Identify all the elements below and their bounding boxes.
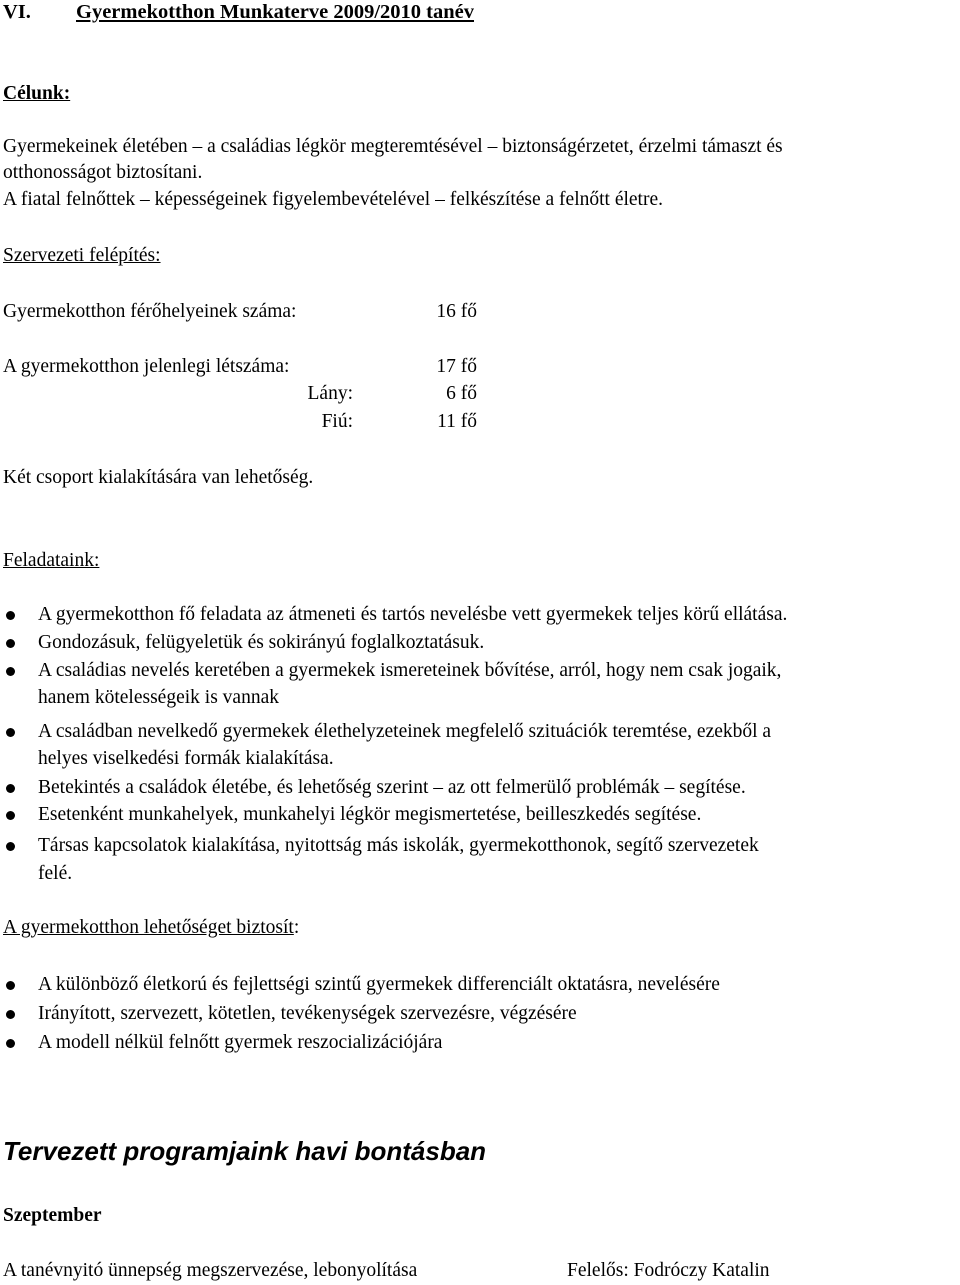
section-number: VI. (3, 1, 31, 23)
tasks-heading: Feladataink: (3, 550, 100, 571)
task-item: Gondozásuk, felügyeletük és sokirányú foglalkoztatásuk. (38, 632, 485, 653)
bullet-icon (6, 842, 15, 851)
goals-heading: Célunk: (3, 83, 71, 104)
bullet-icon (6, 639, 15, 648)
provides-heading (3, 918, 299, 938)
bullet-icon (6, 667, 15, 676)
bullet-icon (6, 811, 15, 820)
task-item: A családban nevelkedő gyermekek élethelyzeteinek megfelelő szituációk teremtése, ezekből a (38, 721, 772, 742)
goals-line-3: A fiatal felnőttek – képességeinek figyelembevételével – felkészítése a felnőtt életre. (3, 189, 664, 210)
goals-line-1: Gyermekeinek életében – a családias légkör megteremtésével – biztonságérzetet, érzelmi támaszt és (3, 136, 783, 157)
document-title: Gyermekotthon Munkaterve 2009/2010 tanév (76, 1, 474, 23)
goals-line-2: otthonosságot biztosítani. (3, 162, 203, 183)
provides-heading-colon: : (293, 917, 300, 938)
current-count-label: A gyermekotthon jelenlegi létszáma: (3, 356, 290, 377)
task-item: A gyermekotthon fő feladata az átmeneti és tartós nevelésbe vett gyermekek teljes körű ellátása. (38, 604, 788, 625)
task-item: Betekintés a családok életébe, és lehetőség szerint – az ott felmerülő problémák – segítése. (38, 777, 746, 798)
capacity-value: 16 fő (436, 301, 477, 322)
girls-label: Lány: (307, 383, 353, 404)
bullet-icon (6, 784, 15, 793)
provides-item: A modell nélkül felnőtt gyermek reszocializációjára (38, 1032, 443, 1053)
girls-value: 6 fő (446, 383, 477, 404)
bullet-icon (6, 728, 15, 737)
current-count-value: 17 fő (436, 356, 477, 377)
task-item-continued: felé. (38, 863, 73, 884)
provides-heading-text: A gyermekotthon lehetőséget biztosít (3, 917, 294, 938)
boys-value: 11 fő (437, 411, 477, 432)
task-item: A családias nevelés keretében a gyermekek ismereteinek bővítése, arról, hogy nem csak jogaik, (38, 660, 782, 681)
program-responsible: Felelős: Fodróczy Katalin (567, 1260, 770, 1281)
month-heading: Szeptember (3, 1205, 102, 1226)
groups-note: Két csoport kialakítására van lehetőség. (3, 467, 314, 488)
task-item: Társas kapcsolatok kialakítása, nyitottság más iskolák, gyermekotthonok, segítő szervezetek (38, 835, 759, 856)
provides-item: A különböző életkorú és fejlettségi szintű gyermekek differenciált oktatásra, nevelésére (38, 974, 720, 995)
task-item-continued: helyes viselkedési formák kialakítása. (38, 748, 334, 769)
task-item: Esetenként munkahelyek, munkahelyi légkör megismertetése, beilleszkedés segítése. (38, 804, 702, 825)
bullet-icon (6, 611, 15, 620)
capacity-label: Gyermekotthon férőhelyeinek száma: (3, 301, 297, 322)
structure-heading: Szervezeti felépítés: (3, 245, 161, 266)
bullet-icon (6, 981, 15, 990)
boys-label: Fiú: (321, 411, 353, 432)
program-event: A tanévnyitó ünnepség megszervezése, lebonyolítása (3, 1260, 418, 1281)
bullet-icon (6, 1039, 15, 1048)
bullet-icon (6, 1010, 15, 1019)
task-item-continued: hanem kötelességeik is vannak (38, 687, 279, 708)
programs-heading: Tervezett programjaink havi bontásban (3, 1136, 487, 1166)
provides-item: Irányított, szervezett, kötetlen, tevékenységek szervezésre, végzésére (38, 1003, 577, 1024)
